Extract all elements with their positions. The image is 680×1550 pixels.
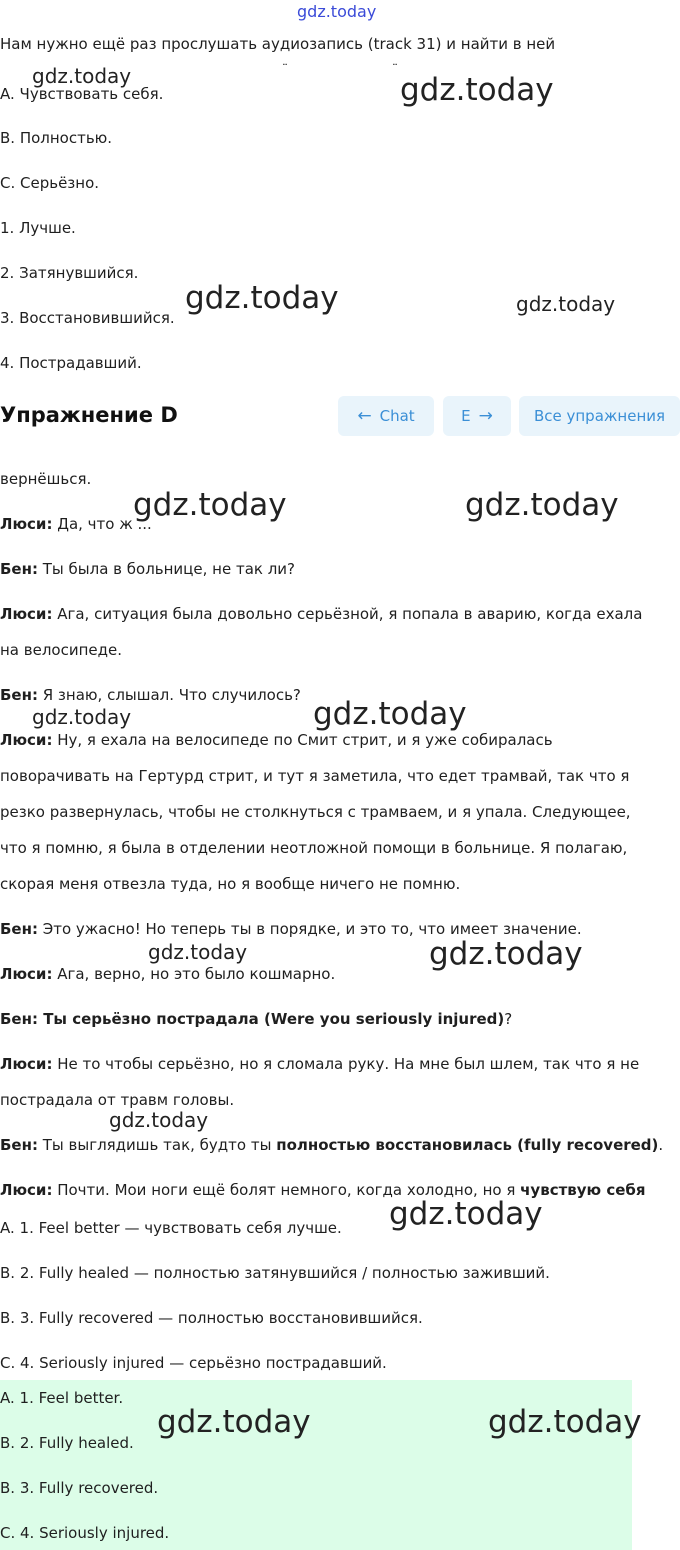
speaker-name: Бен: (0, 920, 38, 938)
dialog-line (0, 685, 301, 705)
dialog-bold-text: чувствую себя (520, 1181, 646, 1199)
dialog-line (0, 964, 335, 984)
watermark: gdz.today (516, 292, 616, 316)
arrow-right-icon: → (478, 406, 493, 426)
dialog-line (0, 604, 642, 624)
watermark: gdz.today (109, 1108, 209, 1132)
watermark: gdz.today (133, 487, 287, 523)
text-fragment: ¨ (282, 62, 288, 76)
dialog-line: пострадала от травм головы. (0, 1091, 235, 1109)
speaker-name: Люси: (0, 731, 53, 749)
dialog-text: Да, что ж ... (52, 515, 152, 533)
dialog-text: Ага, верно, но это было кошмарно. (52, 965, 336, 983)
speaker-name: Люси: (0, 605, 53, 623)
prev-exercise-button[interactable] (338, 396, 434, 436)
explanation-line: C. 4. Seriously injured — серьёзно пострадавший. (0, 1354, 387, 1372)
speaker-name: Бен: (0, 1010, 38, 1028)
watermark: gdz.today (389, 1196, 543, 1232)
next-exercise-label: E (461, 407, 471, 425)
dialog-line (0, 514, 152, 534)
answer-line: C. 4. Seriously injured. (0, 1524, 170, 1542)
dialog-text: . (658, 1136, 664, 1154)
explanation-line: B. 2. Fully healed — полностью затянувшийся / полностью заживший. (0, 1264, 550, 1282)
dialog-line: на велосипеде. (0, 641, 122, 659)
speaker-name: Люси: (0, 1181, 53, 1199)
next-exercise-button[interactable] (443, 396, 511, 436)
answer-line: B. 3. Fully recovered. (0, 1479, 159, 1497)
dialog-line (0, 1009, 512, 1029)
dialog-bold-text: Ты серьёзно пострадала (Were you seriously injured) (37, 1010, 505, 1028)
dialog-line: скорая меня отвезла туда, но я вообще ничего не помню. (0, 875, 461, 893)
speaker-name: Люси: (0, 515, 53, 533)
dialog-line (0, 559, 295, 579)
watermark: gdz.today (429, 936, 583, 972)
top-watermark: gdz.today (297, 2, 377, 21)
watermark: gdz.today (148, 940, 248, 964)
explanation-line: A. 1. Feel better — чувствовать себя лучше. (0, 1219, 342, 1237)
watermark: gdz.today (313, 696, 467, 732)
dialog-text: Ты была в больнице, не так ли? (37, 560, 296, 578)
speaker-name: Люси: (0, 1055, 53, 1073)
watermark: gdz.today (400, 72, 554, 108)
intro-text: Нам нужно ещё раз прослушать аудиозапись (track 31) и найти в ней (0, 35, 556, 53)
answer-line: A. 1. Feel better. (0, 1389, 124, 1407)
speaker-name: Бен: (0, 1136, 38, 1154)
dialog-text: Не то чтобы серьёзно, но я сломала руку. На мне был шлем, так что я не (52, 1055, 640, 1073)
option-4: 4. Пострадавший. (0, 354, 142, 372)
dialog-text: Почти. Мои ноги ещё болят немного, когда холодно, но я (52, 1181, 521, 1199)
arrow-left-icon: ← (357, 406, 372, 426)
exercise-heading: Упражнение D (0, 403, 178, 427)
watermark: gdz.today (32, 64, 132, 88)
all-exercises-button[interactable] (519, 396, 680, 436)
dialog-line: поворачивать на Гертурд стрит, и тут я заметила, что едет трамвай, так что я (0, 767, 630, 785)
watermark: gdz.today (185, 280, 339, 316)
explanation-line: B. 3. Fully recovered — полностью восстановившийся. (0, 1309, 423, 1327)
answer-line: B. 2. Fully healed. (0, 1434, 134, 1452)
option-2: 2. Затянувшийся. (0, 264, 139, 282)
option-1: 1. Лучше. (0, 219, 76, 237)
dialog-line (0, 1135, 663, 1155)
option-a: A. Чувствовать себя. (0, 85, 164, 103)
speaker-name: Бен: (0, 686, 38, 704)
dialog-line (0, 730, 553, 750)
dialog-text: Ага, ситуация была довольно серьёзной, я попала в аварию, когда ехала (52, 605, 643, 623)
prev-exercise-label: Chat (379, 407, 415, 425)
dialog-line: вернёшься. (0, 470, 92, 488)
speaker-name: Люси: (0, 965, 53, 983)
watermark: gdz.today (488, 1404, 642, 1440)
option-3: 3. Восстановившийся. (0, 309, 175, 327)
dialog-line: резко развернулась, чтобы не столкнуться с трамваем, и я упала. Следующее, (0, 803, 631, 821)
watermark: gdz.today (32, 705, 132, 729)
dialog-text: Это ужасно! Но теперь ты в порядке, и это то, что имеет значение. (37, 920, 582, 938)
speaker-name: Бен: (0, 560, 38, 578)
dialog-line (0, 1180, 646, 1200)
dialog-line (0, 1054, 639, 1074)
dialog-text: ? (504, 1010, 513, 1028)
option-c: C. Серьёзно. (0, 174, 100, 192)
dialog-text: Ну, я ехала на велосипеде по Смит стрит, и я уже собиралась (52, 731, 553, 749)
option-b: B. Полностью. (0, 129, 113, 147)
dialog-line: что я помню, я была в отделении неотложной помощи в больнице. Я полагаю, (0, 839, 628, 857)
watermark: gdz.today (465, 487, 619, 523)
dialog-bold-text: полностью восстановилась (fully recovered) (276, 1136, 659, 1154)
dialog-text: Ты выглядишь так, будто ты (37, 1136, 277, 1154)
text-fragment: ¨ (392, 62, 398, 76)
all-exercises-label: Все упражнения (533, 407, 666, 425)
dialog-text: Я знаю, слышал. Что случилось? (37, 686, 301, 704)
watermark: gdz.today (157, 1404, 311, 1440)
